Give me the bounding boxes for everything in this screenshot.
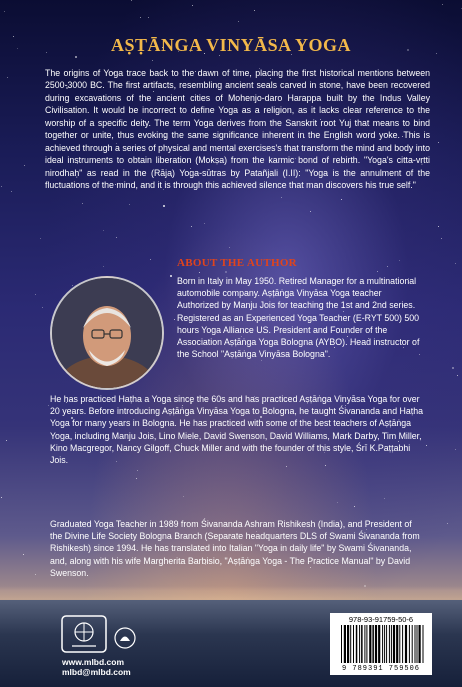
star (281, 197, 282, 198)
star (447, 523, 448, 524)
star (103, 230, 104, 231)
star (140, 17, 141, 18)
author-photo (50, 276, 164, 390)
author-bio-practice: He has practiced Haṭha a Yoga since the 60s and has practiced Aṣṭāṅga Vinyāsa Yoga for over 20 years. Before introducing Aṣṭāṅga Vinyāsa Yoga to Bologna, he taught Śivananda and Haṭha Yoga for many years in Bologna. He has practiced with some of the best teachers of Aṣṭāṅga Yoga, including Manju Jois, Lino Miele, David Swenson, David Williams, Mark Darby, Tim Miller, Kino Macgregor, Nancy Gilgoff, Chuck Miller and with the founder of this style, Śrī K.Paṭṭabhi Jois. (50, 394, 424, 466)
publisher-contact (62, 657, 131, 677)
star (24, 165, 25, 166)
star (35, 294, 36, 295)
intro-paragraph: The origins of Yoga trace back to the dawn of time, placing the first historical mentions between 2500-3000 BC. The first artifacts, resembling ancient seals carved in stone, have been recovered during excavations of the ancient cities of Mohenjo-daro Harappa built by the Indus Valley Civilisation. It would be incorrect to define Yoga as a religion, as it lacks clear reference to the worship of a specific deity. The term Yoga derives from the Sanskrit root Yuj that means to bind together or unite, thus evoking the same significance inherent in the English word yoke. This is achieved through a series of physical and mental exercises's that transform the mind and body into ideal instruments to obtain liberation (Mokṣa) from the karmic bond of rebirth. "Yoga's citta-vṛtti nirodhaḥ" as read in the (Rāja) Yoga-sūtras by Patañjali (I.II): "Yoga is the annulment of the fluctuations of the mind, and it is through this achieved silence that man discovers his true self." (45, 68, 430, 191)
star (225, 271, 227, 273)
star (199, 272, 200, 273)
star (131, 0, 132, 1)
star (442, 4, 443, 5)
star (261, 360, 262, 361)
star (337, 502, 338, 503)
star (341, 199, 342, 200)
star (310, 211, 311, 212)
star (191, 226, 192, 227)
star (174, 319, 175, 320)
star (286, 466, 287, 467)
star (103, 266, 104, 267)
star (384, 498, 385, 499)
star (129, 204, 130, 205)
star (82, 203, 83, 204)
star (455, 449, 456, 450)
star (163, 205, 165, 207)
author-portrait-icon (52, 278, 162, 388)
star (23, 554, 24, 555)
society-emblem-icon (114, 626, 136, 650)
star (441, 238, 442, 239)
star (7, 77, 8, 78)
star (229, 247, 230, 248)
star (457, 375, 458, 376)
star (183, 496, 184, 497)
star (438, 142, 439, 143)
star (11, 191, 12, 192)
star (455, 263, 456, 264)
star (40, 238, 41, 239)
star (377, 271, 378, 272)
star (192, 5, 193, 6)
star (148, 17, 149, 18)
book-title: AṢṬĀNGA VINYĀSA YOGA (110, 35, 352, 55)
star (238, 21, 239, 22)
publisher-logo-icon (60, 614, 108, 654)
star (1, 497, 2, 498)
about-author-heading: ABOUT THE AUTHOR (177, 257, 297, 269)
star (452, 367, 454, 369)
star (42, 307, 43, 308)
star (399, 260, 400, 261)
star (170, 275, 172, 277)
star (6, 440, 7, 441)
star (254, 10, 255, 11)
barcode-icon (340, 625, 424, 663)
star (116, 237, 117, 238)
star (35, 574, 36, 575)
isbn-barcode-box (330, 613, 432, 675)
star (4, 11, 5, 12)
publisher-email[interactable]: mlbd@mlbd.com (62, 667, 131, 677)
star (75, 56, 77, 58)
isbn-number: 978-93-91759-50-6 (348, 615, 414, 624)
star (204, 223, 205, 224)
star (152, 60, 153, 61)
author-bio-intro: Born in Italy in May 1950. Retired Manager for a multinational automobile company. Aṣṭāṅga Vinyāsa Yoga teacher Authorized by Manju Jois for teaching the 1st and 2nd series. Registered as an Experienced Yoga Teacher (E-RYT 500) 500 hours Yoga Alliance US. President and Founder of the Association Aṣṭāṅga Yoga Bologna (AYBO). Head instructor of the School "Aṣṭāṅga Vinyāsa Bologna". (177, 276, 420, 360)
star (150, 259, 151, 260)
star (387, 266, 388, 267)
star (438, 226, 439, 227)
star (354, 506, 355, 507)
star (1, 186, 2, 187)
publisher-website[interactable]: www.mlbd.com (62, 657, 125, 667)
author-bio-graduation: Graduated Yoga Teacher in 1989 from Śivananda Ashram Rishikesh (India), and President of the Divine Life Society Bologna Branch (Separate headquarters DLS of Swami Śivananda from Rishikesh) since 1994. He has translated into Italian "Yoga in daily life" by Swami Śivananda, and, along with his wife Margherita Barbisio, "Aṣṭāṅga Yoga - The Practice Manual" by David Swenson. (50, 519, 420, 578)
isbn-barcode-digits: 9 789391 759506 (341, 665, 420, 673)
star (136, 478, 137, 479)
star (426, 445, 427, 446)
star (137, 470, 138, 471)
